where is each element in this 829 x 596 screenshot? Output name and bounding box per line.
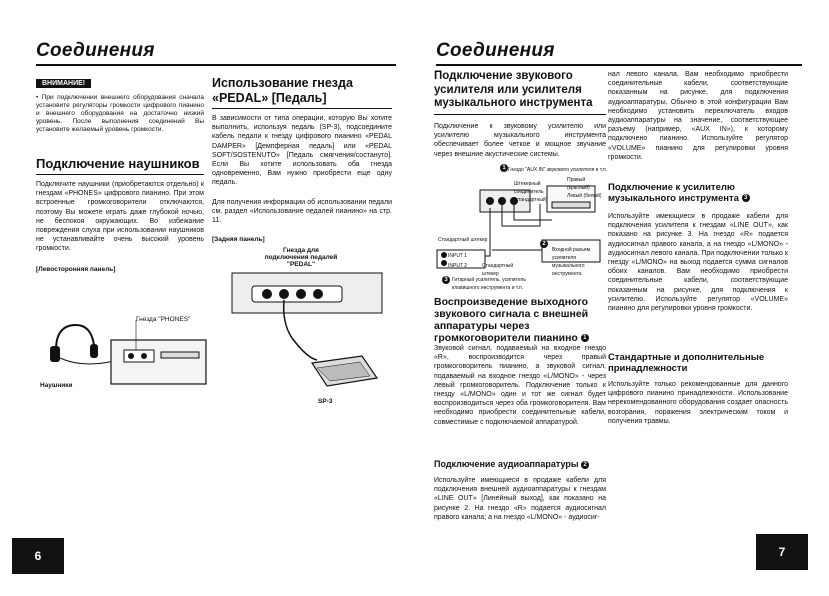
diagram-marker-3: 3 bbox=[442, 276, 450, 284]
headphones-heading: Подключение наушников bbox=[36, 156, 200, 171]
output-marker: 1 bbox=[581, 334, 589, 342]
diagram-cable-label: Штекерный соединитель (стандартный) bbox=[514, 181, 548, 203]
instrument-text: Используйте имеющиеся в продаже кабели для подключения усилителя к гнездам «LINE OUT», как показано на рисунке 3. На гнездо «R» подается аудиосигнал правого канала, а на гнездо «L/MONO» - аудиосигнал левого канала. При подключении только к гнезду «L/MONO» на выход подается сумма сигналов обоих каналов. Вам необходимо приобрести соединительные кабели, соответствующие показанным на рисунке, для подключения к усилителю. Используйте регулятор «VOLUME» пианино для регулировки уровня громкости. bbox=[608, 213, 788, 313]
audio-heading-text: Подключение аудиоаппаратуры bbox=[434, 459, 579, 469]
instrument-marker: 3 bbox=[742, 194, 750, 202]
output-heading bbox=[434, 296, 606, 344]
left-title-rule bbox=[36, 64, 396, 66]
headphones-label: Наушники bbox=[40, 382, 73, 389]
audio-text: Используйте имеющиеся в продаже кабели для подключения внешней аудиоаппаратуры к гнездам «LINE OUT» [Линейный выход], как показано на рисунке 2. На гнездо «R» подается аудиосигнал правого канала; а на гнездо «L/MONO» - аудиосиг- bbox=[434, 477, 606, 521]
pedal-rule bbox=[212, 108, 392, 109]
audio-marker: 2 bbox=[581, 461, 589, 469]
left-page-number: 6 bbox=[12, 538, 64, 574]
amp-heading: Подключение звукового усилителя или усилителя музыкального инструмента bbox=[434, 70, 593, 109]
headphones-text: Подключите наушники (приобретаются отдельно) к гнездам «PHONES» цифрового пианино. При этом встроенные громкоговорители отключаются, поэтому Вы можете играть даже глубокой ночью, не беспокоя окружающих. Во избежание повреждения слуха при использовании наушников не устанавливайте очень высокий уровень громкости. bbox=[36, 181, 204, 253]
diagram-right-label: Правый (красный) bbox=[567, 177, 590, 191]
warning-badge: ВНИМАНИЕ! bbox=[36, 79, 91, 88]
diagram-marker-2: 2 bbox=[540, 240, 548, 248]
right-page-number: 7 bbox=[756, 534, 808, 570]
warning-text: • При подключении внешнего оборудования сначала установите регуляторы громкости цифрового пианино и внешнего оборудования на достаточно низкий уровень. После выполнения соединений Вы установите желаемый уровень громкости. bbox=[36, 94, 204, 133]
left-panel-caption: [Левосторонняя панель] bbox=[36, 266, 116, 273]
diagram-input1-label: INPUT 1 bbox=[448, 253, 468, 259]
output-text: Звуковой сигнал, подаваемый на входное гнездо «R», воспроизводится через правый громкоговоритель пианино, а звуковой сигнал, подаваемый на входное гнездо «L/MONO» - через левый громкоговоритель. Подключение только к гнезду «L/MONO» один и тот же сигнал будет воспроизводиться через оба громкоговорителя. Вам необходимо приобрести соединительные кабели, совместимые с подключаемой аппаратурой. bbox=[434, 345, 606, 426]
pedal-illustration bbox=[222, 268, 392, 398]
diagram-aux-label: Гнездо "AUX IN" звукового усилителя и т.п. bbox=[508, 167, 608, 173]
instrument-heading-text: Подключение к усилителю музыкального инструмента bbox=[608, 182, 739, 204]
right-title-rule bbox=[436, 64, 802, 66]
col2-text-1: нал левого канала. Вам необходимо приобрести соединительные кабели, соответствующие показанным на рисунке, для подключения аудиоаппаратуры. Обычно в этой конфигурации Вам необходимо установить переключатель входов аудиоаппаратуры на значение, соответствующее разъему (например, «AUX IN»), к которому подключено пианино. Используйте регулятор «VOLUME» пианино для регулировки уровня громкости. bbox=[608, 71, 788, 161]
headphones-rule bbox=[36, 174, 204, 175]
diagram-marker-1: 1 bbox=[500, 164, 508, 172]
std-text: Используйте только рекомендованные для данного цифрового пианино принадлежности. Использование нерекомендованного оборудования создает опасность возгорания, поражения электрическим током и получения травмы. bbox=[608, 381, 788, 425]
left-page-title: Соединения bbox=[36, 40, 155, 61]
sp3-label: SP-3 bbox=[318, 398, 333, 405]
audio-heading bbox=[434, 458, 606, 470]
pedal-jacks-label: Гнезда для подключения педалей "PEDAL" bbox=[264, 247, 338, 268]
pedal-text-2: Для получения информации об использовании педали см. раздел «Использование педалей пианино» на стр. 11. bbox=[212, 199, 392, 225]
warning-box bbox=[36, 72, 204, 134]
amp-rule bbox=[434, 114, 606, 115]
output-heading-text: Воспроизведение выходного звукового сигнала с внешней аппаратуры через громкоговорители пианино bbox=[434, 296, 589, 344]
diagram-amp-unit-label: Гитарный усилитель, усилитель клавишного инструмента и т.п. bbox=[452, 277, 526, 291]
diagram-left-label: Левый (белый) bbox=[567, 193, 602, 199]
phones-jack-label: Гнезда "PHONES" bbox=[136, 316, 191, 323]
back-panel-caption: [Задняя панель] bbox=[212, 236, 265, 243]
diagram-input2-label: INPUT 2 bbox=[448, 263, 468, 269]
diagram-audio-label: Стандартный штекер bbox=[438, 237, 488, 243]
diagram-ampin-label: Входной разъем усилителя музыкального инструмента bbox=[552, 247, 591, 277]
pedal-heading: Использование гнезда «PEDAL» [Педаль] bbox=[212, 76, 353, 105]
pedal-text-1: В зависимости от типа операции, которую Вы хотите выполнить, используя педаль (SP-3), подсоедините кабель педали к гнезду цифрового пианино «PEDAL DAMPER» [Демпферная педаль] или «PEDAL SOFT/SOSTENUTO» [Педаль смягчения/состануто]. Если Вы хотите использовать оба гнезда одновременно, Вам нужно приобрести еще одну педаль. bbox=[212, 115, 392, 187]
std-heading: Стандартные и дополнительные принадлежности bbox=[608, 352, 765, 374]
right-page-title: Соединения bbox=[436, 40, 555, 61]
diagram-adapter-label: Стандартный штекер bbox=[482, 263, 514, 277]
instrument-heading bbox=[608, 182, 788, 204]
amp-text: Подключение к звуковому усилителю или усилителю музыкального инструмента обеспечивает более четкое и мощное звучание через внешние акустические системы. bbox=[434, 123, 606, 158]
